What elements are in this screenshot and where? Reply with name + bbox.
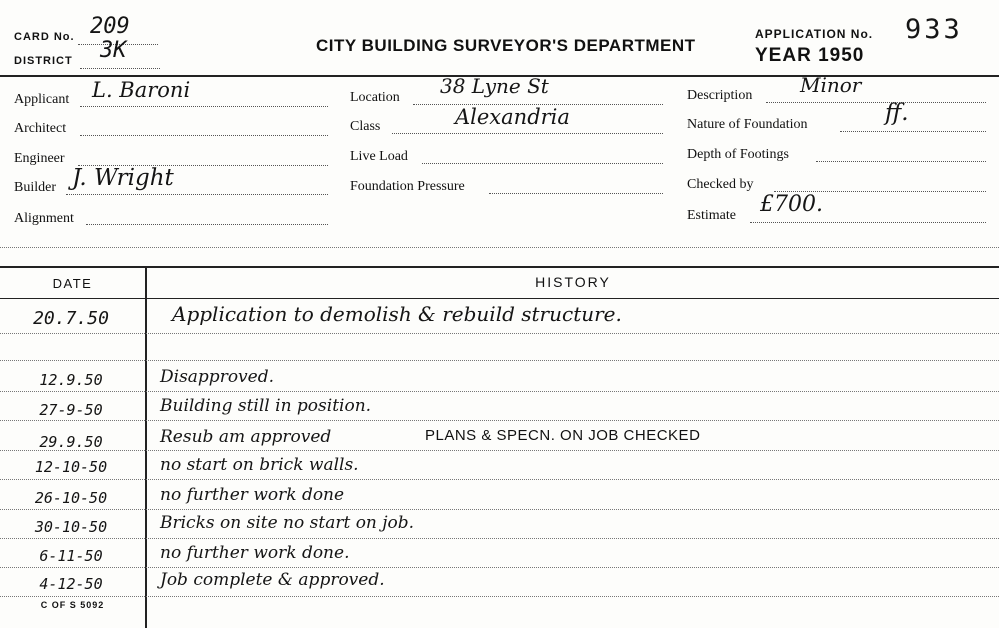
form-code: C OF S 5092 [40, 600, 105, 610]
description-line [766, 102, 986, 103]
table-top-rule [0, 266, 999, 268]
history-date: 29.9.50 [39, 433, 103, 451]
year-label: YEAR 1950 [755, 45, 865, 66]
nature-of-foundation-label: Nature of Foundation [687, 117, 808, 132]
foundation-pressure-line [489, 193, 663, 194]
class-line [392, 133, 663, 134]
district-value: 3K [100, 38, 127, 63]
spacer-line [0, 247, 999, 248]
row-line [0, 450, 999, 451]
nature-of-foundation-value: ff. [885, 100, 909, 126]
applicant-label: Applicant [14, 92, 70, 107]
architect-line [80, 135, 328, 136]
history-column-header: HISTORY [535, 274, 611, 290]
application-no-value: 933 [905, 14, 963, 45]
history-date: 12.9.50 [39, 371, 103, 389]
date-column-header: DATE [52, 276, 93, 291]
history-entry: Application to demolish & rebuild structure. [172, 302, 622, 326]
district-label: DISTRICT [14, 55, 73, 67]
history-date: 4-12-50 [39, 575, 103, 593]
history-entry: no further work done. [160, 543, 350, 563]
foundation-pressure-label: Foundation Pressure [350, 179, 465, 194]
estimate-label: Estimate [687, 208, 736, 223]
application-no-label: APPLICATION No. [755, 27, 874, 41]
history-entry: Disapproved. [160, 367, 275, 387]
row-line [0, 596, 999, 597]
history-date: 20.7.50 [33, 308, 109, 329]
history-entry: Resub am approved [160, 427, 332, 447]
depth-of-footings-line [816, 161, 986, 162]
live-load-label: Live Load [350, 149, 408, 164]
builder-label: Builder [14, 180, 56, 195]
history-entry: Building still in position. [160, 396, 372, 416]
table-header-rule [0, 298, 999, 299]
description-value: Minor [800, 73, 862, 97]
nature-of-foundation-line [840, 131, 986, 132]
estimate-value: £700. [760, 192, 823, 217]
history-entry: no start on brick walls. [160, 455, 359, 475]
history-date: 30-10-50 [34, 518, 108, 536]
class-value: Alexandria [455, 105, 570, 129]
history-stamp: PLANS & SPECN. ON JOB CHECKED [425, 427, 701, 444]
location-label: Location [350, 90, 400, 105]
history-entry: no further work done [160, 485, 345, 505]
history-date: 12-10-50 [34, 458, 108, 476]
row-line [0, 420, 999, 421]
applicant-line [80, 106, 328, 107]
row-line [0, 333, 999, 334]
row-line [0, 538, 999, 539]
location-value: 38 Lyne St [440, 74, 549, 98]
builder-value: J. Wright [72, 165, 174, 191]
history-entry: Job complete & approved. [160, 570, 385, 590]
district-line [80, 68, 160, 69]
row-line [0, 479, 999, 480]
history-date: 27-9-50 [39, 401, 103, 419]
live-load-line [422, 163, 663, 164]
alignment-line [86, 224, 328, 225]
architect-label: Architect [14, 121, 67, 136]
estimate-line [750, 222, 986, 223]
row-line [0, 391, 999, 392]
class-label: Class [350, 119, 381, 134]
card-no-label: CARD No. [14, 31, 75, 43]
history-date: 26-10-50 [34, 489, 108, 507]
card-no-value: 209 [90, 14, 130, 39]
builder-line [66, 194, 328, 195]
row-line [0, 360, 999, 361]
history-entry: Bricks on site no start on job. [160, 513, 415, 533]
alignment-label: Alignment [14, 211, 74, 226]
column-divider [145, 266, 147, 628]
department-title: CITY BUILDING SURVEYOR'S DEPARTMENT [316, 36, 696, 55]
applicant-value: L. Baroni [92, 78, 191, 102]
row-line [0, 567, 999, 568]
checked-by-label: Checked by [687, 177, 754, 192]
description-label: Description [687, 88, 753, 103]
row-line [0, 509, 999, 510]
depth-of-footings-label: Depth of Footings [687, 147, 789, 162]
engineer-label: Engineer [14, 151, 65, 166]
history-date: 6-11-50 [39, 547, 103, 565]
